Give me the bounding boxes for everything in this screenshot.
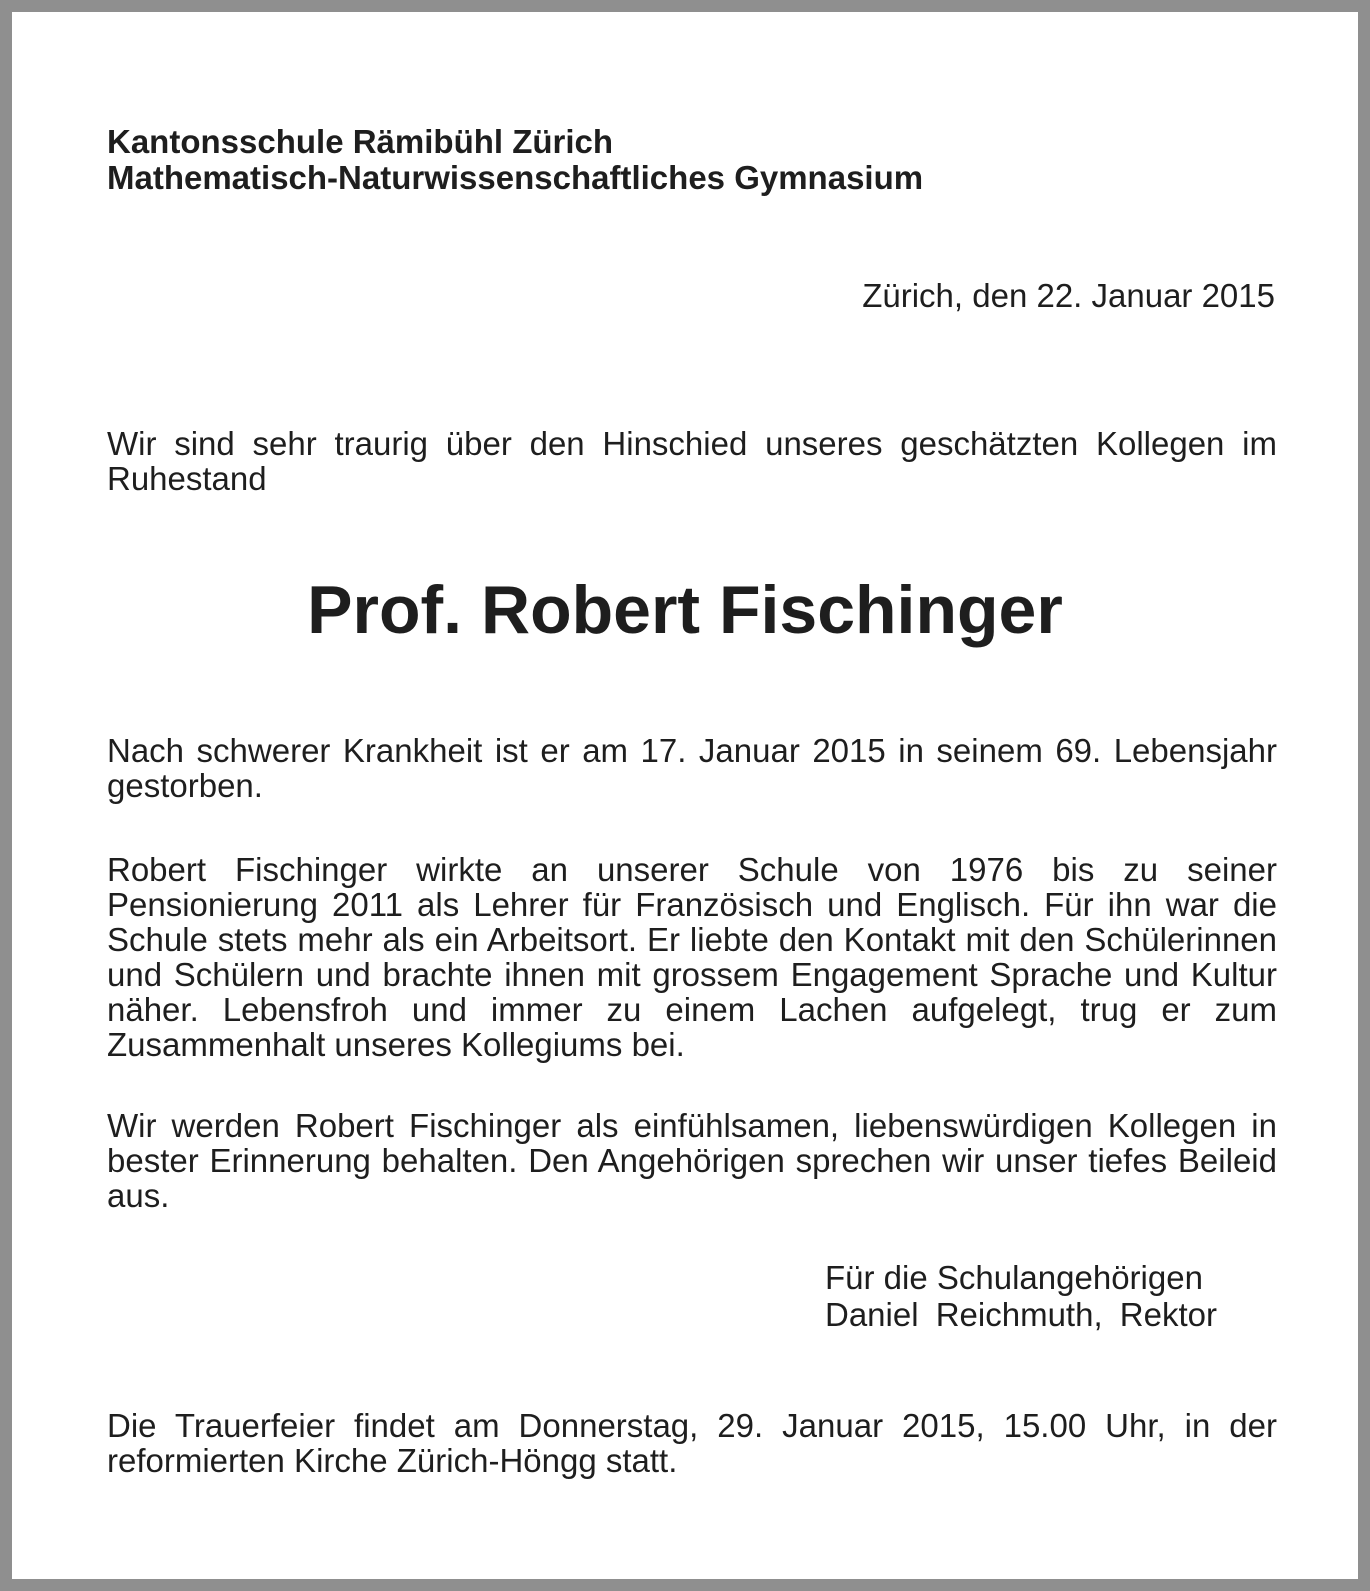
school-department: Mathematisch-Naturwissenschaftliches Gymnasium <box>107 159 924 196</box>
signature-block <box>825 1259 1217 1333</box>
deceased-name: Prof. Robert Fischinger <box>307 572 1063 648</box>
paragraph-death: Nach schwerer Krankheit ist er am 17. Januar 2015 in seinem 69. Lebensjahr gestorben. <box>107 732 1277 804</box>
signature-line-2: Daniel Reichmuth, Rektor <box>825 1296 1217 1333</box>
date-line: Zürich, den 22. Januar 2015 <box>862 277 1275 314</box>
paragraph-career: Robert Fischinger wirkte an unserer Schule von 1976 bis zu seiner Pensionierung 2011 als Lehrer für Französisch und Englisch. Für ihn war die Schule stets mehr als ein Arbeitsort. Er liebte den Kontakt mit den Schülerinnen und Schülern und brachte ihnen mit grossem Engagement Sprache und Kultur näher. Lebensfroh und immer zu einem Lachen aufgelegt, trug er zum Zusammenhalt unseres Kollegiums bei. <box>107 851 1277 1063</box>
paragraph-condolences: Wir werden Robert Fischinger als einfühlsamen, liebenswürdigen Kollegen in bester Erinnerung behalten. Den Angehörigen sprechen wir unser tiefes Beileid aus. <box>107 1107 1277 1214</box>
signature-line-1: Für die Schulangehörigen <box>825 1259 1203 1296</box>
school-header <box>107 124 923 196</box>
school-name: Kantonsschule Rämibühl Zürich <box>107 123 614 160</box>
funeral-info: Die Trauerfeier findet am Donnerstag, 29. Januar 2015, 15.00 Uhr, in der reformierten Kirche Zürich-Höngg statt. <box>107 1407 1277 1479</box>
intro-text: Wir sind sehr traurig über den Hinschied unseres geschätzten Kollegen im Ruhestand <box>107 425 1277 497</box>
